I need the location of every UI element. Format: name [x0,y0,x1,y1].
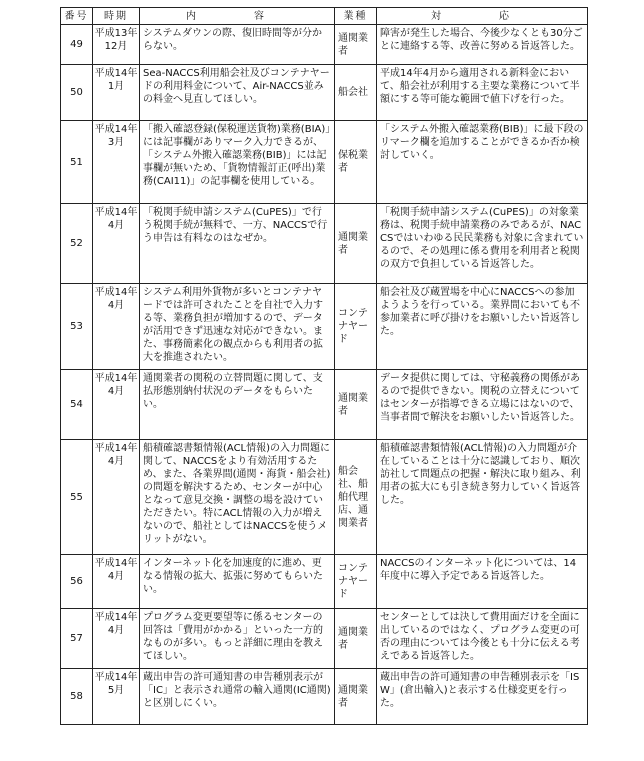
row-content: 通関業者の関税の立替問題に関して、支払形態別納付状況のデータをもらいたい。 [140,370,335,440]
inquiry-table [60,7,588,725]
row-content: 蔵出申告の許可通知書の申告種別表示が「IC」と表示され通常の輸入通関(IC通関)と区別しにくい。 [140,669,335,725]
row-industry: 通関業者 [335,204,377,284]
row-response: 「税関手続申請システム(CuPES)」の対象業務は、税関手続申請業務のみであるが、NACCSではいわゆる民民業務も対象に含まれているので、その処理に係る費用を利用者と税関の双方で負担している旨返答した。 [377,204,588,284]
row-content: システム利用外貨物が多いとコンテナヤードでは許可されたことを自社で入力する等、業務負担が増加するので、データが活用できず迅速な対応ができない。また、事務簡素化の観点からも利用者の拡大を推進されたい。 [140,284,335,370]
row-number: 58 [61,669,93,725]
header-content: 内 容 [140,8,335,25]
header-row [61,8,588,25]
row-number: 50 [61,65,93,121]
row-number: 55 [61,440,93,555]
row-response: センターとしては決して費用面だけを全面に出しているのではなく、プログラム変更の可否の理由については今後とも十分に伝える考えである旨返答した。 [377,609,588,669]
row-period: 平成14年 1月 [93,65,140,121]
table-row [61,669,588,725]
row-period: 平成14年 4月 [93,204,140,284]
row-industry: 通関業者 [335,370,377,440]
table-row [61,65,588,121]
header-industry: 業種 [335,8,377,25]
table-row [61,555,588,609]
row-content: インターネット化を加速度的に進め、更なる情報の拡大、拡張に努めてもらいたい。 [140,555,335,609]
row-content: プログラム変更要望等に係るセンターの回答は「費用がかかる」といった一方的なものが多い。もっと詳細に理由を教えてほしい。 [140,609,335,669]
row-number: 52 [61,204,93,284]
table-row [61,25,588,65]
row-content: 船積確認書類情報(ACL情報)の入力問題に関して、NACCSをより有効活用するため、また、各業界間(通関・海貨・船会社)の問題を解決するため、センターが中心となって意見交換・調整の場を設けていただきたい。特にACL情報の入力が増えないので、船社としてはNACCSを使うメリットがない。 [140,440,335,555]
row-industry: 通関業者 [335,25,377,65]
row-response: 蔵出申告の許可通知書の申告種別表示を「ISW」(倉出輸入)と表示する仕様変更を行った。 [377,669,588,725]
row-industry: 通関業者 [335,609,377,669]
row-response: 「システム外搬入確認業務(BIB)」に最下段のリマーク欄を追加することができるか否か検討していく。 [377,121,588,204]
row-number: 53 [61,284,93,370]
row-content: 「税関手続申請システム(CuPES)」で行う税関手続が無料で、一方、NACCSで行う申告は有料なのはなぜか。 [140,204,335,284]
row-number: 54 [61,370,93,440]
row-industry: コンテナヤード [335,284,377,370]
table-row [61,609,588,669]
row-response: 船会社及び蔵置場を中心にNACCSへの参加ようようを行っている。業界間においても不参加業者に呼び掛けをお願いしたい旨返答した。 [377,284,588,370]
header-response: 対 応 [377,8,588,25]
document-page [60,7,587,725]
row-content: Sea-NACCS利用船会社及びコンテナヤードの利用料金について、Air-NACCS並みの料金へ見直してほしい。 [140,65,335,121]
row-number: 56 [61,555,93,609]
row-response: 船積確認書類情報(ACL情報)の入力問題が介在していることは十分に認識しており、順次訪社して問題点の把握・解決に取り組み、利用者の拡大にも引き続き努力していく旨返答した。 [377,440,588,555]
row-period: 平成14年 4月 [93,555,140,609]
table-row [61,121,588,204]
row-response: 平成14年4月から適用される新料金において、船会社が利用する主要な業務について半額にする等可能な範囲で値下げを行った。 [377,65,588,121]
row-content: システムダウンの際、復旧時間等が分からない。 [140,25,335,65]
table-row [61,440,588,555]
row-response: NACCSのインターネット化については、14年度中に導入予定である旨返答した。 [377,555,588,609]
table-row [61,284,588,370]
row-number: 51 [61,121,93,204]
row-response: 障害が発生した場合、今後少なくとも30分ごとに連絡する等、改善に努める旨返答した。 [377,25,588,65]
table-row [61,204,588,284]
row-period: 平成13年 12月 [93,25,140,65]
row-period: 平成14年 4月 [93,284,140,370]
row-period: 平成14年 4月 [93,440,140,555]
row-industry: 保税業者 [335,121,377,204]
header-period: 時期 [93,8,140,25]
table-row [61,370,588,440]
row-number: 49 [61,25,93,65]
row-period: 平成14年 5月 [93,669,140,725]
row-period: 平成14年 4月 [93,370,140,440]
row-industry: コンテナヤード [335,555,377,609]
row-industry: 通関業者 [335,669,377,725]
row-content: 「搬入確認登録(保税運送貨物)業務(BIA)」には記事欄がありマーク入力できるが、「システム外搬入確認業務(BIB)」には記事欄が無いため、「貨物情報訂正(呼出)業務(CAI11)」の記事欄を使用している。 [140,121,335,204]
row-number: 57 [61,609,93,669]
header-number: 番号 [61,8,93,25]
row-industry: 船会社 [335,65,377,121]
row-response: データ提供に関しては、守秘義務の関係があるので提供できない。関税の立替えについてはセンターが指導できる立場にはないので、当事者間で解決をお願いしたい旨返答した。 [377,370,588,440]
row-period: 平成14年 3月 [93,121,140,204]
row-industry: 船会社、船舶代理店、通関業者 [335,440,377,555]
row-period: 平成14年 4月 [93,609,140,669]
